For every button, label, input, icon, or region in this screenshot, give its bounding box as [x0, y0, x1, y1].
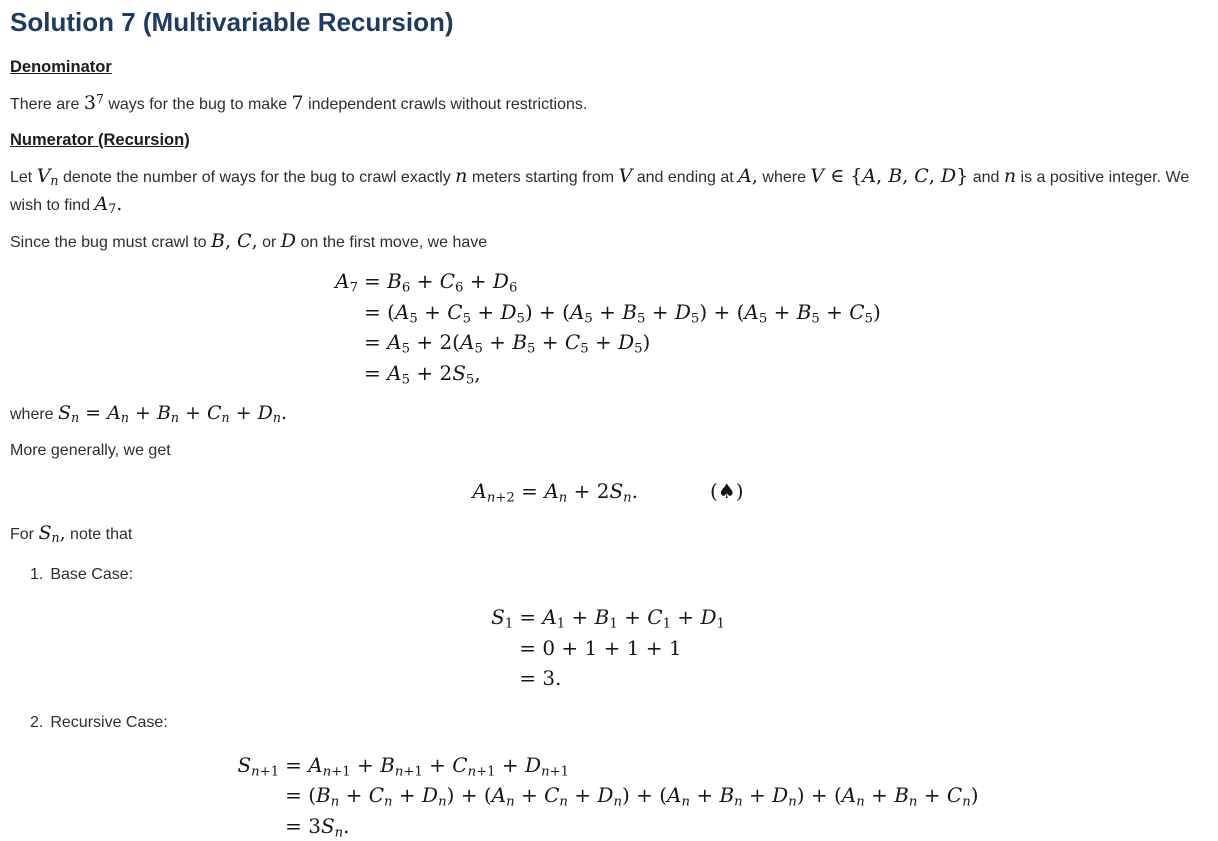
equation-lhs: $S_1$ — [491, 602, 513, 633]
inline-math: D — [281, 230, 296, 252]
inline-math: $V_n$ — [37, 165, 59, 187]
equation-lhs — [335, 358, 358, 389]
equation-lhs: $S_{n+1}$ — [237, 750, 279, 781]
paragraph-first-move: Since the bug must crawl to B, C, or D on the first move, we have — [10, 228, 1206, 256]
inline-math: $3^7$ — [84, 92, 104, 114]
list-item-base-case — [10, 564, 1206, 586]
equation-lhs — [491, 663, 513, 694]
list-number: 1. — [30, 564, 43, 586]
equation-rhs: = $B_6 + C_6 + D_6$ — [358, 266, 881, 297]
paragraph-definition: Let $V_n$ denote the number of ways for the bug to crawl exactly n meters starting from V and ending at A, where V ∈ {A, B, C, D} and n is a positive integer. We wish to find $A_7$. — [10, 163, 1206, 219]
paragraph-where-sn: where $S_n = A_n + B_n + C_n + D_n$. — [10, 400, 1206, 428]
equation-lhs — [335, 297, 358, 328]
equation-rhs: = $3S_n$. — [279, 811, 978, 841]
inline-math: V ∈ {A, B, C, D} — [810, 165, 968, 187]
inline-math: $S_n$, — [38, 522, 65, 544]
equation-block-s1 — [10, 602, 1206, 694]
equation-rhs: = $A_5 + 2S_5$, — [358, 358, 881, 389]
list-label-base-case: Base Case: — [50, 564, 133, 586]
list-number: 2. — [30, 712, 43, 734]
equation-rhs: = $(B_n + C_n + D_n) + (A_n + C_n + D_n) + (A_n + B_n + D_n) + (A_n + B_n + C_n)$ — [279, 780, 978, 811]
equation-general-recursion — [10, 476, 1206, 506]
section-heading-numerator: Numerator (Recursion) — [10, 131, 1206, 150]
equation-lhs — [335, 327, 358, 358]
equation-block-a7 — [10, 266, 1206, 388]
inline-math: B, C, — [211, 230, 258, 252]
equation-lhs: $A_7$ — [335, 266, 358, 297]
aligned-equations-sn1 — [237, 750, 978, 841]
aligned-equations-s1 — [491, 602, 725, 694]
paragraph-denominator: There are $3^7$ ways for the bug to make 7 independent crawls without restrictions. — [10, 90, 1206, 118]
list-item-recursive-case — [10, 712, 1206, 734]
equation-lhs — [237, 811, 279, 841]
inline-math: 7 — [292, 92, 304, 114]
section-heading-denominator: Denominator — [10, 58, 1206, 77]
equation-rhs: = 0 + 1 + 1 + 1 — [513, 633, 725, 664]
inline-math: $S_n = A_n + B_n + C_n + D_n$. — [58, 402, 287, 424]
inline-math: V — [619, 165, 633, 187]
equation-rhs: = $A_{n+1} + B_{n+1} + C_{n+1} + D_{n+1}$ — [279, 750, 978, 781]
aligned-equations-a7 — [335, 266, 881, 388]
inline-math: A, — [738, 165, 758, 187]
equation-rhs: = $A_5 + 2(A_5 + B_5 + C_5 + D_5)$ — [358, 327, 881, 358]
equation-block-sn1 — [10, 750, 1206, 841]
equation-rhs: = 3. — [513, 663, 725, 694]
paragraph-more-generally: More generally, we get — [10, 437, 1206, 464]
inline-math: n — [455, 165, 467, 187]
equation-lhs — [237, 780, 279, 811]
inline-math: n — [1004, 165, 1016, 187]
equation-lhs — [491, 633, 513, 664]
equation-general: $A_{n+2} = A_n + 2S_n$. — [472, 476, 638, 506]
spade-tag: (♠) — [710, 476, 744, 506]
inline-math: $A_7$. — [94, 193, 122, 215]
list-label-recursive-case: Recursive Case: — [50, 712, 167, 734]
paragraph-for-sn: For $S_n$, note that — [10, 520, 1206, 548]
equation-rhs: = $(A_5 + C_5 + D_5) + (A_5 + B_5 + D_5) + (A_5 + B_5 + C_5)$ — [358, 297, 881, 328]
equation-rhs: = $A_1 + B_1 + C_1 + D_1$ — [513, 602, 725, 633]
page-title: Solution 7 (Multivariable Recursion) — [10, 7, 1206, 37]
